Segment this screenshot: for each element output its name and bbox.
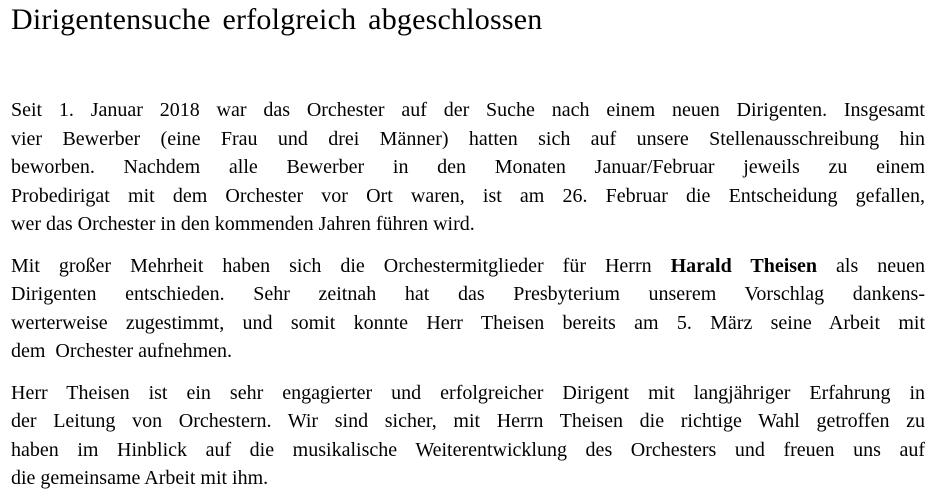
text-line: der Leitung von Orchestern. Wir sind sicher, mit Herrn Theisen die richtige Wahl getroffen zu bbox=[11, 410, 925, 432]
text-line: beworben. Nachdem alle Bewerber in den Monaten Januar/Februar jeweils zu einem bbox=[11, 156, 925, 178]
text-line: werterweise zugestimmt, und somit konnte Herr Theisen bereits am 5. März seine Arbeit mit bbox=[11, 311, 925, 334]
paragraph-outlook bbox=[11, 379, 925, 493]
document-title: Dirigentensuche erfolgreich abgeschlossen bbox=[11, 3, 543, 36]
text-line bbox=[11, 252, 925, 281]
text-line: Dirigenten entschieden. Sehr zeitnah hat das Presbyterium unserem Vorschlag dankens- bbox=[11, 283, 925, 305]
text-line: Herr Theisen ist ein sehr engagierter und erfolgreicher Dirigent mit langjähriger Erfahrung in bbox=[11, 381, 925, 404]
text-line: Probedirigat mit dem Orchester vor Ort waren, ist am 26. Februar die Entscheidung gefallen, bbox=[11, 184, 925, 207]
text-line: vier Bewerber (eine Frau und drei Männer) hatten sich auf unsere Stellenausschreibung hin bbox=[11, 127, 925, 150]
paragraph-search bbox=[11, 96, 925, 239]
text-line: dem Orchester aufnehmen. bbox=[11, 340, 233, 362]
text-segment: als neuen bbox=[817, 254, 925, 277]
conductor-name-bold: Harald Theisen bbox=[670, 254, 818, 277]
paragraph-decision bbox=[11, 252, 925, 366]
text-segment: Mit großer Mehrheit haben sich die Orchestermitglieder für Herrn bbox=[11, 254, 671, 277]
text-line: haben im Hinblick auf die musikalische Weiterentwicklung des Orchesters und freuen uns auf bbox=[11, 438, 925, 461]
text-line: wer das Orchester in den kommenden Jahren führen wird. bbox=[11, 213, 475, 235]
text-line: Seit 1. Januar 2018 war das Orchester auf der Suche nach einem neuen Dirigenten. Insgesamt bbox=[11, 99, 925, 121]
text-line: die gemeinsame Arbeit mit ihm. bbox=[11, 467, 269, 489]
